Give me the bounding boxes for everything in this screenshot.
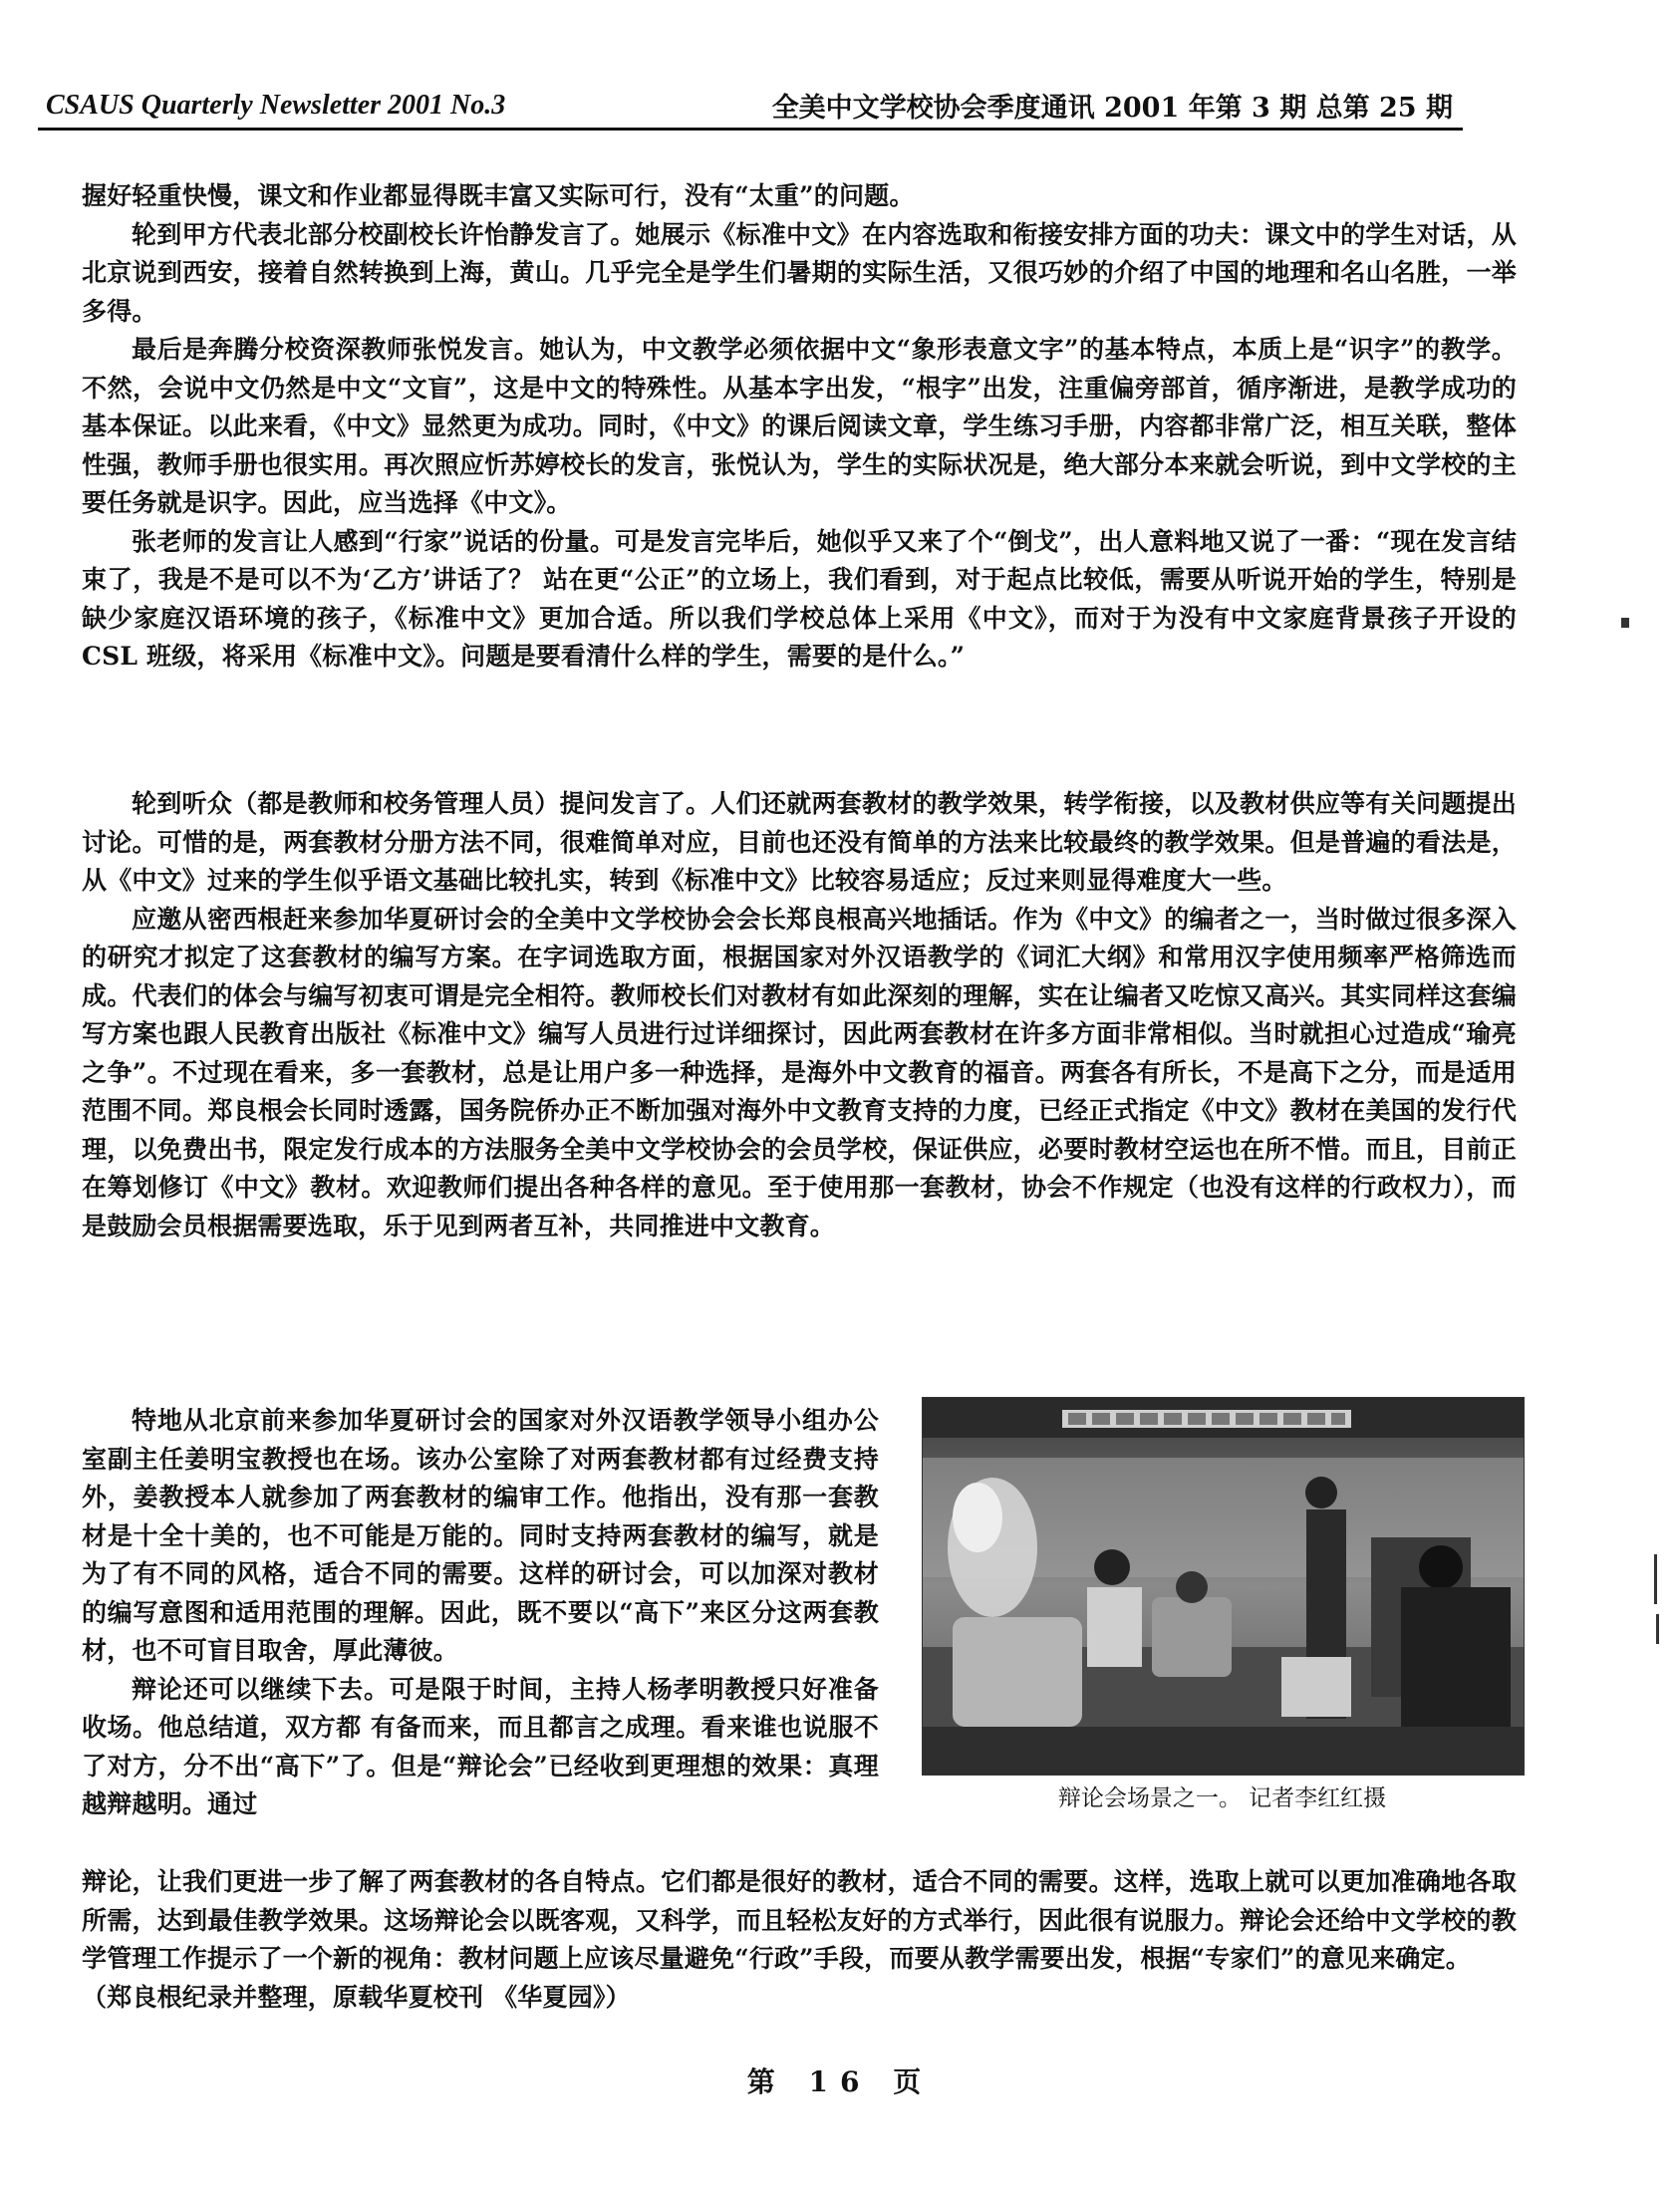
paragraph: 辩论还可以继续下去。可是限于时间，主持人杨孝明教授只好准备收场。他总结道，双方都 有备而来，而且都言之成理。看来谁也说服不了对方，分不出“高下”了。但是“辩论会”已经收到更理想的效果：真理越辩越明。通过 [82, 1674, 879, 1818]
scan-mark [1654, 1554, 1657, 1604]
paragraph: 特地从北京前来参加华夏研讨会的国家对外汉语教学领导小组办公室副主任姜明宝教授也在场。该办公室除了对两套教材都有过经费支持外，姜教授本人就参加了两套教材的编审工作。他指出，没有那一套教材是十全十美的，也不可能是万能的。同时支持两套教材的编写，就是为了有不同的风格，适合不同的需要。这样的研讨会，可以加深对教材的编写意图和适用范围的理解。因此，既不要以“高下”来区分这两套教材，也不可盲目取舍，厚此薄彼。 [82, 1406, 879, 1665]
page-header [38, 84, 1463, 136]
scan-mark [1656, 1614, 1659, 1644]
paragraph: 张老师的发言让人感到“行家”说话的份量。可是发言完毕后，她似乎又来了个“倒戈”，出人意料地又说了一番：“现在发言结束了，我是不是可以不为‘乙方’讲话了？ 站在更“公正”的立场上，我们看到，对于起点比较低，需要从听说开始的学生，特别是缺少家庭汉语环境的孩子，《标准中文》更加合适。所以我们学校总体上采用《中文》，而对于为没有中文家庭背景孩子开设的 CSL 班级，将采用《标准中文》。问题是要看清什么样的学生，需要的是什么。” [82, 526, 1517, 671]
photo-caption: 辩论会场景之一。 记者李红红摄 [1057, 1785, 1387, 1811]
paragraph: 辩论，让我们更进一步了解了两套教材的各自特点。它们都是很好的教材，适合不同的需要。这样，选取上就可以更加准确地各取所需，达到最佳教学效果。这场辩论会以既客观，又科学，而且轻松友好的方式举行，因此很有说服力。辩论会还给中文学校的教学管理工作提示了一个新的视角：教材问题上应该尽量避免“行政”手段，而要从教学需要出发，根据“专家们”的意见来确定。 [82, 1867, 1517, 1973]
article-block-1 [82, 177, 1517, 677]
event-photo [922, 1397, 1525, 1776]
article-block-4 [82, 1863, 1517, 2017]
paragraph: 最后是奔腾分校资深教师张悦发言。她认为，中文教学必须依据中文“象形表意文字”的基本特点，本质上是“识字”的教学。不然，会说中文仍然是中文“文盲”，这是中文的特殊性。从基本字出发，“根字”出发，注重偏旁部首，循序渐进，是教学成功的基本保证。以此来看，《中文》显然更为成功。同时，《中文》的课后阅读文章，学生练习手册，内容都非常广泛，相互关联，整体性强，教师手册也很实用。再次照应忻苏婷校长的发言，张悦认为，学生的实际状况是，绝大部分本来就会听说，到中文学校的主要任务就是识字。因此，应当选择《中文》。 [82, 335, 1517, 517]
article-block-3 [82, 1402, 879, 1824]
header-rule [38, 128, 1463, 131]
article-block-2 [82, 785, 1517, 1245]
paragraph: 握好轻重快慢，课文和作业都显得既丰富又实际可行，没有“太重”的问题。 [82, 181, 915, 210]
source-note: （郑良根纪录并整理，原载华夏校刊 《华夏园》） [82, 1982, 631, 2012]
header-issue-info: 全美中文学校协会季度通讯 2001 年第 3 期 总第 25 期 [771, 93, 1453, 124]
page-number: 第 16 页 [746, 2065, 934, 2098]
header-newsletter-title: CSAUS Quarterly Newsletter 2001 No.3 [46, 90, 506, 121]
photo-illustration [923, 1398, 1524, 1775]
paragraph: 应邀从密西根赶来参加华夏研讨会的全美中文学校协会会长郑良根高兴地插话。作为《中文》的编者之一，当时做过很多深入的研究才拟定了这套教材的编写方案。在字词选取方面，根据国家对外汉语教学的《词汇大纲》和常用汉字使用频率严格筛选而成。代表们的体会与编写初衷可谓是完全相符。教师校长们对教材有如此深刻的理解，实在让编者又吃惊又高兴。其实同样这套编写方案也跟人民教育出版社《标准中文》编写人员进行过详细探讨，因此两套教材在许多方面非常相似。当时就担心过造成“瑜亮之争”。不过现在看来，多一套教材，总是让用户多一种选择，是海外中文教育的福音。两套各有所长，不是高下之分，而是适用范围不同。郑良根会长同时透露，国务院侨办正不断加强对海外中文教育支持的力度，已经正式指定《中文》教材在美国的发行代理，以免费出书，限定发行成本的方法服务全美中文学校协会的会员学校，保证供应，必要时教材空运也在所不惜。而且，目前正在筹划修订《中文》教材。欢迎教师们提出各种各样的意见。至于使用那一套教材，协会不作规定（也没有这样的行政权力），而是鼓励会员根据需要选取，乐于见到两者互补，共同推进中文教育。 [82, 904, 1517, 1240]
paragraph: 轮到听众（都是教师和校务管理人员）提问发言了。人们还就两套教材的教学效果，转学衔接，以及教材供应等有关问题提出讨论。可惜的是，两套教材分册方法不同，很难简单对应，目前也还没有简单的方法来比较最终的教学效果。但是普遍的看法是，从《中文》过来的学生似乎语文基础比较扎实，转到《标准中文》比较容易适应；反过来则显得难度大一些。 [82, 789, 1517, 895]
paragraph: 轮到甲方代表北部分校副校长许怡静发言了。她展示《标准中文》在内容选取和衔接安排方面的功夫：课文中的学生对话，从北京说到西安，接着自然转换到上海，黄山。几乎完全是学生们暑期的实际生活，又很巧妙的介绍了中国的地理和名山名胜，一举多得。 [82, 219, 1517, 326]
scan-mark [1621, 618, 1629, 628]
